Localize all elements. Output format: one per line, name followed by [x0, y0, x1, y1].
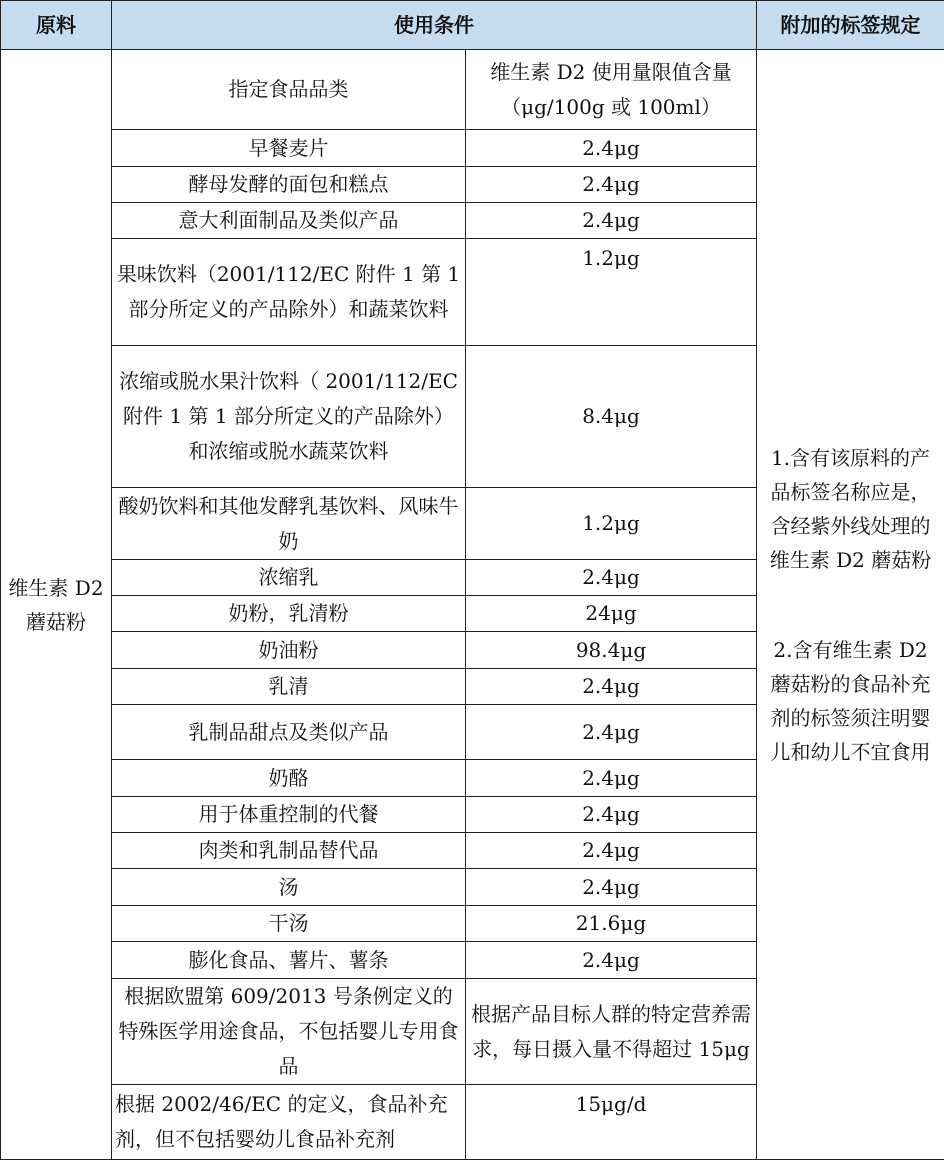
row-category: 意大利面制品及类似产品: [112, 203, 466, 239]
row-limit: 24μg: [466, 596, 757, 632]
row-category: 膨化食品、薯片、薯条: [112, 942, 466, 979]
row-category: 早餐麦片: [112, 130, 466, 167]
sub-header-category: 指定食品品类: [112, 50, 466, 130]
row-limit: 1.2μg: [466, 488, 757, 560]
row-limit: 2.4μg: [466, 130, 757, 167]
row-category: 浓缩乳: [112, 560, 466, 596]
row-limit: 2.4μg: [466, 167, 757, 203]
header-material: 原料: [1, 1, 112, 50]
row-limit: 2.4μg: [466, 942, 757, 979]
row-limit: 21.6μg: [466, 906, 757, 942]
row-limit: 98.4μg: [466, 632, 757, 669]
header-conditions: 使用条件: [112, 1, 757, 50]
labeling-note-2: 2.含有维生素 D2 蘑菇粉的食品补充剂的标签须注明婴儿和幼儿不宜食用: [770, 637, 931, 764]
row-limit: 2.4μg: [466, 797, 757, 833]
row-limit: 15μg/d: [466, 1085, 757, 1160]
row-category: 汤: [112, 869, 466, 906]
row-category: 根据欧盟第 609/2013 号条例定义的特殊医学用途食品，不包括婴儿专用食品: [112, 979, 466, 1085]
row-limit: 根据产品目标人群的特定营养需求，每日摄入量不得超过 15μg: [466, 979, 757, 1085]
row-category: 用于体重控制的代餐: [112, 797, 466, 833]
sub-header-row: [1, 50, 944, 130]
row-limit: 2.4μg: [466, 833, 757, 869]
row-category: 果味饮料（2001/112/EC 附件 1 第 1 部分所定义的产品除外）和蔬菜饮料: [112, 239, 466, 346]
row-category: 乳清: [112, 669, 466, 705]
row-category: 干汤: [112, 906, 466, 942]
row-limit: 2.4μg: [466, 203, 757, 239]
labeling-notes: [757, 50, 944, 1160]
row-limit: 2.4μg: [466, 669, 757, 705]
row-category: 奶粉，乳清粉: [112, 596, 466, 632]
row-limit: 8.4μg: [466, 346, 757, 488]
row-category: 乳制品甜点及类似产品: [112, 705, 466, 760]
row-category: 奶油粉: [112, 632, 466, 669]
row-category: 奶酪: [112, 760, 466, 797]
row-category: 浓缩或脱水果汁饮料（ 2001/112/EC 附件 1 第 1 部分所定义的产品除外）和浓缩或脱水蔬菜饮料: [112, 346, 466, 488]
sub-header-limit: 维生素 D2 使用量限值含量（μg/100g 或 100ml）: [466, 50, 757, 130]
row-category: 酸奶饮料和其他发酵乳基饮料、风味牛奶: [112, 488, 466, 560]
header-row: [1, 1, 944, 50]
row-category: 酵母发酵的面包和糕点: [112, 167, 466, 203]
row-limit: 2.4μg: [466, 705, 757, 760]
header-labeling: 附加的标签规定: [757, 1, 944, 50]
row-limit: 2.4μg: [466, 869, 757, 906]
row-limit: 1.2μg: [466, 239, 757, 346]
material-name: 维生素 D2 蘑菇粉: [1, 50, 112, 1160]
row-limit: 2.4μg: [466, 760, 757, 797]
labeling-note-1: 1.含有该原料的产品标签名称应是，含经紫外线处理的维生素 D2 蘑菇粉: [769, 445, 932, 572]
row-category: 根据 2002/46/EC 的定义，食品补充剂，但不包括婴幼儿食品补充剂: [112, 1085, 466, 1160]
row-category: 肉类和乳制品替代品: [112, 833, 466, 869]
row-limit: 2.4μg: [466, 560, 757, 596]
